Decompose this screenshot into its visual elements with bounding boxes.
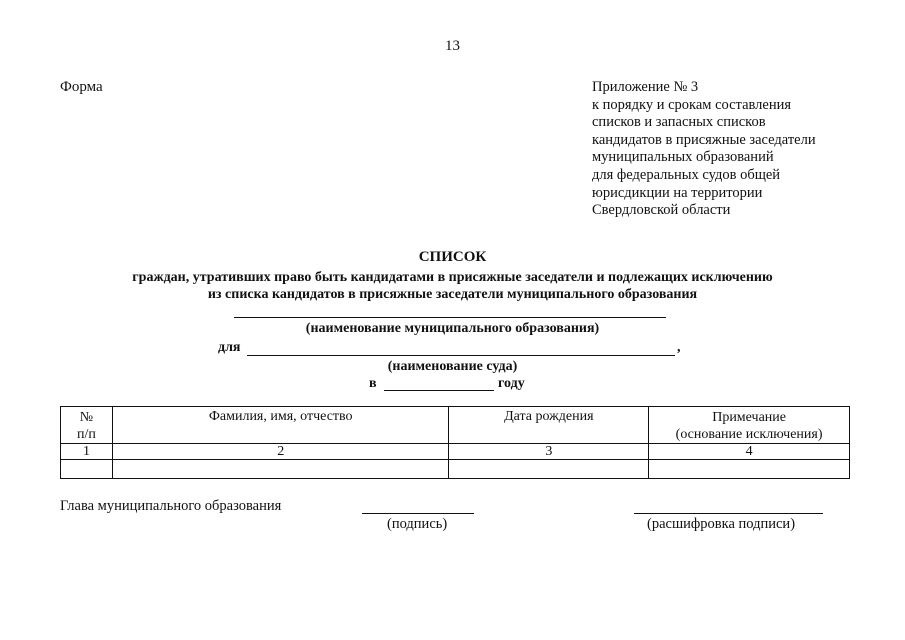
- appendix-line: муниципальных образований: [592, 149, 774, 166]
- court-caption: (наименование суда): [387, 359, 518, 374]
- signature-caption: (подпись): [387, 516, 448, 532]
- decoding-caption: (расшифровка подписи): [647, 516, 796, 532]
- empty-cell[interactable]: [61, 460, 113, 479]
- form-label: Форма: [60, 79, 103, 95]
- document-title: СПИСОК: [418, 249, 487, 265]
- candidates-table: [60, 406, 850, 479]
- empty-cell[interactable]: [112, 460, 449, 479]
- document-subtitle: [0, 269, 905, 303]
- appendix-block: [592, 79, 816, 220]
- appendix-line: Свердловской области: [592, 202, 731, 219]
- header-birth-date: Дата рождения: [449, 407, 649, 444]
- appendix-line: списков и запасных списков: [592, 114, 766, 131]
- col-number-3: 3: [449, 444, 649, 460]
- appendix-line: к порядку и срокам составления: [592, 96, 792, 113]
- appendix-line: юрисдикции на территории: [592, 184, 763, 201]
- header-number-sign: №: [79, 410, 94, 425]
- table-header-row: [61, 407, 850, 444]
- header-full-name: Фамилия, имя, отчество: [112, 407, 449, 444]
- head-position-label: Глава муниципального образования: [60, 498, 282, 514]
- subtitle-line-1: граждан, утративших право быть кандидатами в присяжные заседатели и подлежащих исключению: [132, 270, 773, 285]
- court-blank-line[interactable]: [247, 355, 675, 356]
- subtitle-line-2: из списка кандидатов в присяжные заседатели муниципального образования: [207, 287, 698, 302]
- appendix-line: кандидатов в присяжные заседатели: [592, 131, 816, 148]
- table-row: [61, 460, 850, 479]
- header-note: [649, 407, 850, 444]
- signature-blank-line[interactable]: [362, 513, 474, 514]
- header-number-pp: п/п: [77, 427, 96, 442]
- appendix-line: Приложение № 3: [592, 79, 699, 95]
- appendix-line: для федеральных судов общей: [592, 166, 781, 183]
- col-number-2: 2: [112, 444, 449, 460]
- page-number: 13: [445, 38, 460, 54]
- year-suffix: году: [498, 376, 525, 391]
- decoding-blank-line[interactable]: [634, 513, 823, 514]
- year-blank-line[interactable]: [384, 390, 494, 391]
- table-number-row: [61, 444, 850, 460]
- for-label: для: [218, 340, 241, 355]
- for-comma: ,: [677, 340, 681, 355]
- empty-cell[interactable]: [649, 460, 850, 479]
- year-prefix: в: [369, 376, 377, 391]
- col-number-4: 4: [649, 444, 850, 460]
- municipality-caption: (наименование муниципального образования): [305, 321, 600, 336]
- municipality-blank-line[interactable]: [234, 317, 666, 318]
- col-number-1: 1: [61, 444, 113, 460]
- header-note-sub: (основание исключения): [675, 427, 823, 442]
- header-number: [61, 407, 113, 444]
- empty-cell[interactable]: [449, 460, 649, 479]
- header-note-title: Примечание: [712, 410, 786, 425]
